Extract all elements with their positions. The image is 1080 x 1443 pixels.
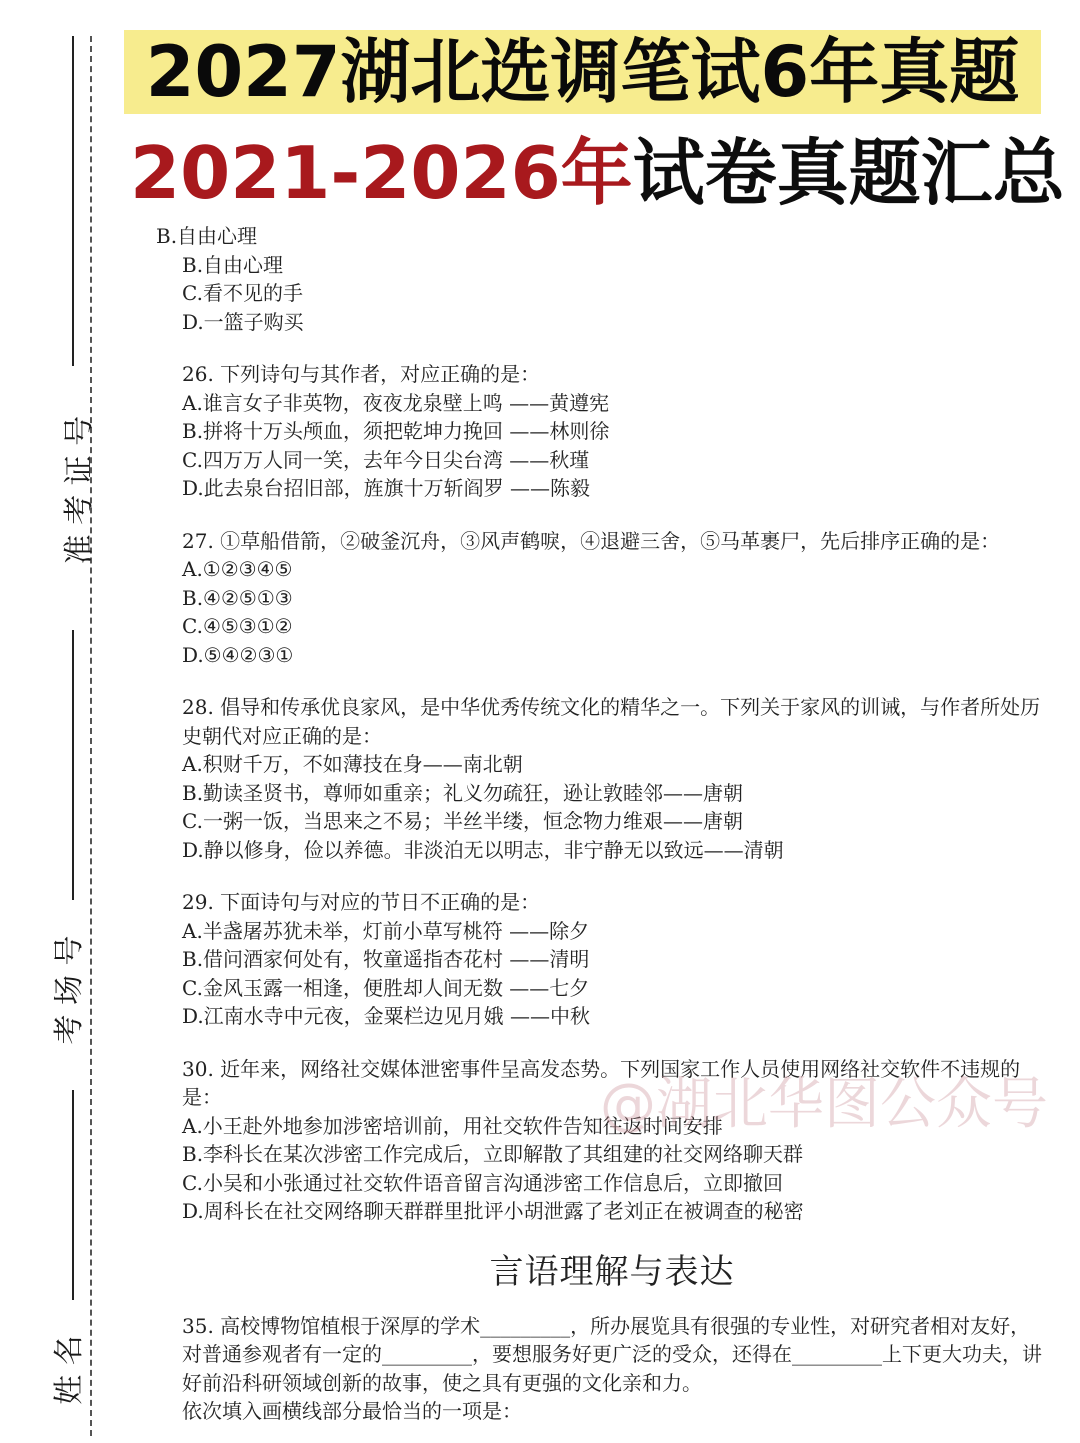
option-line: D.⑤④②③①: [182, 642, 294, 667]
option-line: B.自由心理: [156, 224, 258, 248]
banner-subtitle: [130, 130, 1065, 216]
exam-id-label: 准 考 证 号: [62, 415, 97, 565]
question-stem: 30. 近年来，网络社交媒体泄密事件呈高发态势。下列国家工作人员使用网络社交软件不违规的是：: [182, 1056, 1021, 1109]
option-line: B.借问酒家何处有，牧童遥指杏花村 ——清明: [182, 947, 590, 971]
question-26: [182, 360, 1042, 503]
question-28: [182, 693, 1042, 864]
option-line: D.一篮子购买: [182, 309, 304, 334]
option-line: D.此去泉台招旧部，旌旗十万斩阎罗 ——陈毅: [182, 476, 591, 500]
exam-content: [156, 222, 1042, 1426]
question-29: [182, 888, 1042, 1031]
option-line: C.一粥一饭，当思来之不易；半丝半缕，恒念物力维艰——唐朝: [182, 809, 743, 833]
option-line: D.江南水寺中元夜，金粟栏边见月娥 ——中秋: [182, 1004, 591, 1028]
option-line: B.④②⑤①③: [182, 585, 293, 610]
exam-room-line: [72, 630, 74, 900]
name-label: 姓 名: [52, 1335, 87, 1405]
option-line: A.谁言女子非英物，夜夜龙泉壁上鸣 ——黄遵宪: [182, 390, 610, 415]
banner-subtitle-text: 试卷真题汇总: [632, 131, 1065, 215]
question-27: [182, 527, 1042, 670]
option-line: D.静以修身，俭以养德。非淡泊无以明志，非宁静无以致远——清朝: [182, 837, 784, 862]
name-line: [72, 1090, 74, 1300]
section-heading: 言语理解与表达: [489, 1251, 735, 1292]
option-line: C.看不见的手: [182, 281, 303, 305]
question-stem: 29. 下面诗句与对应的节日不正确的是：: [182, 890, 541, 914]
option-line: C.小吴和小张通过社交软件语音留言沟通涉密工作信息后，立即撤回: [182, 1170, 783, 1195]
option-line: D.周科长在社交网络聊天群群里批评小胡泄露了老刘正在被调查的秘密: [182, 1199, 804, 1223]
question-stem: 26. 下列诗句与其作者，对应正确的是：: [182, 362, 541, 386]
cut-line: [90, 36, 92, 1436]
option-line: B.李科长在某次涉密工作完成后，立即解散了其组建的社交网络聊天群: [182, 1142, 804, 1166]
exam-room-label: 考 场 号: [52, 935, 87, 1045]
option-line: B.拼将十万头颅血，须把乾坤力挽回 ——林则徐: [182, 419, 610, 443]
question-stem: 28. 倡导和传承优良家风，是中华优秀传统文化的精华之一。下列关于家风的训诫，与作者所处历史朝代对应正确的是：: [182, 695, 1041, 748]
option-line: C.四万万人同一笑，去年今日尖台湾 ——秋瑾: [182, 447, 590, 472]
option-line: A.①②③④⑤: [182, 557, 293, 581]
question-stem: 35. 高校博物馆植根于深厚的学术_________，所办展览具有很强的专业性，对研究者相对友好，对普通参观者有一定的_________，要想服务好更广泛的受众，还得在_________上下更大功夫，讲好前沿科研领域创新的故事，使之具有更强的文化亲和力。: [182, 1313, 1042, 1395]
banner-subtitle-years: 2021-2026年: [130, 131, 633, 215]
watermark: @湖北华图公众号: [600, 1072, 1048, 1137]
option-line: A.积财千万，不如薄技在身——南北朝: [182, 752, 523, 776]
question-prompt: 依次填入画横线部分最恰当的一项是：: [182, 1399, 522, 1423]
option-line: B.勤读圣贤书，尊师如重亲；礼义勿疏狂，逊让敦睦邻——唐朝: [182, 780, 744, 805]
exam-id-line: [72, 36, 74, 366]
question-35: [182, 1312, 1042, 1426]
option-line: B.自由心理: [182, 252, 284, 277]
option-line: C.④⑤③①②: [182, 614, 293, 638]
binding-margin: [30, 30, 90, 1430]
question-30: [182, 1055, 1042, 1226]
option-line: A.半盏屠苏犹未举，灯前小草写桃符 ——除夕: [182, 918, 590, 943]
option-line: C.金风玉露一相逢，便胜却人间无数 ——七夕: [182, 975, 590, 1000]
option-line: A.小王赴外地参加涉密培训前，用社交软件告知往返时间安排: [182, 1113, 723, 1138]
question-stem: 27. ①草船借箭，②破釜沉舟，③风声鹤唳，④退避三舍，⑤马革裹尸，先后排序正确的是：: [182, 528, 1001, 553]
banner-title: 2027湖北选调笔试6年真题: [124, 30, 1041, 114]
